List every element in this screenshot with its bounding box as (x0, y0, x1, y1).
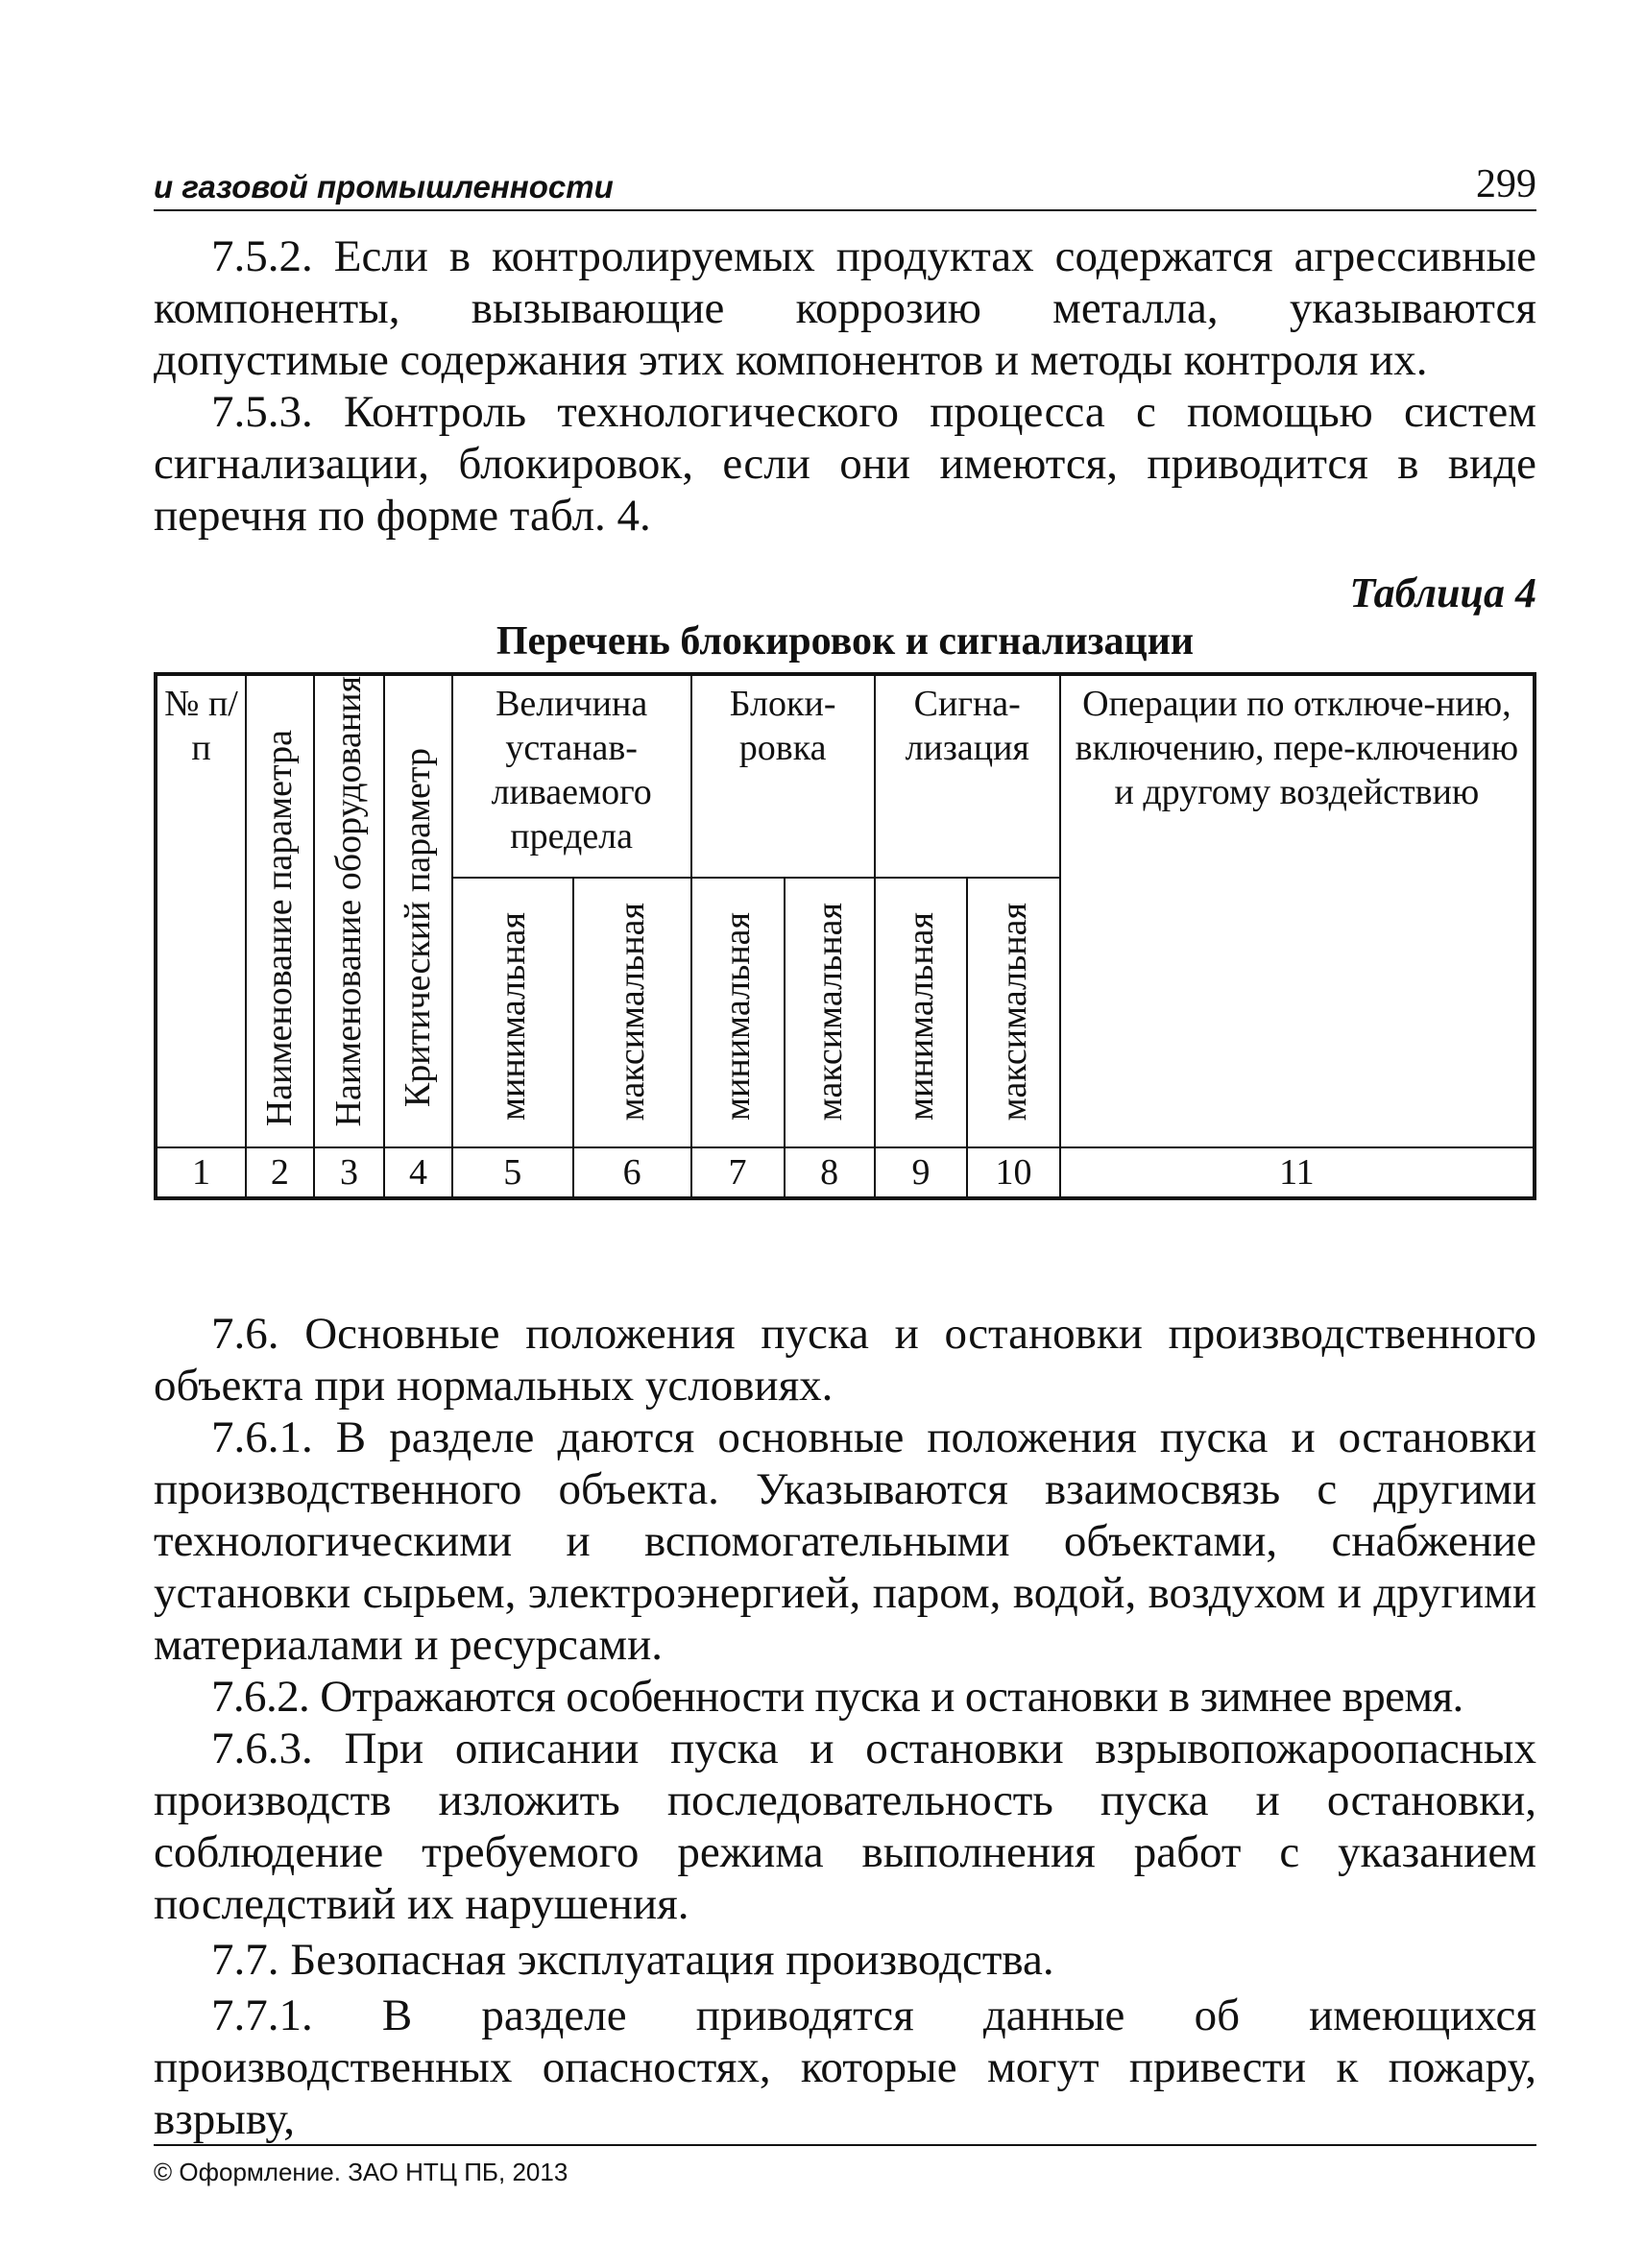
blocking-max-text: максимальная (809, 903, 850, 1122)
paragraph-7-6-2: 7.6.2. Отражаются особенности пуска и остановки в зимнее время. (211, 1672, 1463, 1722)
blocking-min-text: минимальная (717, 912, 759, 1122)
header-signalling: Сигна-лизация (875, 674, 1060, 878)
col-num-8: 8 (785, 1147, 875, 1198)
signal-min-text: минимальная (900, 912, 941, 1122)
running-title: и газовой промышленности (154, 169, 614, 205)
page-number: 299 (1476, 162, 1536, 206)
col-num-10: 10 (967, 1147, 1060, 1198)
header-blocking: Блоки-ровка (691, 674, 875, 878)
col-num-7: 7 (691, 1147, 785, 1198)
col-num-11: 11 (1060, 1147, 1535, 1198)
limit-max-text: максимальная (612, 903, 653, 1122)
blocking-signalling-table (154, 672, 1536, 1200)
header-critical-param-text: Критический параметр (398, 748, 439, 1108)
copyright-text: © Оформление. ЗАО НТЦ ПБ, 2013 (154, 2158, 568, 2186)
paragraph-7-5-3: 7.5.3. Контроль технологического процесса с помощью систем сигнализации, блокировок, если они имеются, приводится в виде перечня по форме табл. 4. (154, 387, 1536, 541)
col-num-5: 5 (452, 1147, 573, 1198)
header-blocking-max (785, 878, 875, 1148)
col-num-3: 3 (314, 1147, 385, 1198)
header-limit-max (573, 878, 691, 1148)
col-num-2: 2 (246, 1147, 314, 1198)
header-operations: Операции по отключе-нию, включению, пере-ключению и другому воздействию (1060, 674, 1535, 1147)
header-signal-max (967, 878, 1060, 1148)
signal-max-text: максимальная (993, 903, 1034, 1122)
body-text-bottom (154, 1308, 1536, 2145)
header-blocking-min (691, 878, 785, 1148)
paragraph-7-7-1: 7.7.1. В разделе приводятся данные об имеющихся производственных опасностях, которые могут привести к пожару, взрыву, (154, 1991, 1536, 2144)
table-label: Таблица 4 (1349, 569, 1536, 616)
header-limit-min (452, 878, 573, 1148)
paragraph-7-6-1: 7.6.1. В разделе даются основные положения пуска и остановки производственного объекта. Указываются взаимосвязь с другими технологическими и вспомогательными объектами, снабжение установки сырьем, электроэнергией, паром, водой, воздухом и другими материалами и ресурсами. (154, 1412, 1536, 1670)
page-header (154, 163, 1536, 211)
col-num-1: 1 (156, 1147, 246, 1198)
page-footer (154, 2144, 1536, 2187)
paragraph-7-6-3: 7.6.3. При описании пуска и остановки взрывопожароопасных производств изложить последовательность пуска и остановки, соблюдение требуемого режима выполнения работ с указанием последствий их нарушения. (154, 1724, 1536, 1929)
header-num: № п/п (156, 674, 246, 1147)
col-num-4: 4 (384, 1147, 452, 1198)
body-text-top (154, 230, 1536, 542)
header-signal-min (875, 878, 968, 1148)
paragraph-7-6: 7.6. Основные положения пуска и остановки производственного объекта при нормальных условиях. (154, 1309, 1536, 1411)
paragraph-7-5-2: 7.5.2. Если в контролируемых продуктах содержатся агрессивные компоненты, вызывающие коррозию металла, указываются допустимые содержания этих компонентов и методы контроля их. (154, 231, 1536, 385)
col-num-9: 9 (875, 1147, 968, 1198)
table-title: Перечень блокировок и сигнализации (496, 619, 1195, 664)
header-critical-param (384, 674, 452, 1147)
header-equipment-name (314, 674, 385, 1147)
limit-min-text: минимальная (492, 912, 533, 1122)
header-param-name-text: Наименование параметра (259, 730, 301, 1127)
col-num-6: 6 (573, 1147, 691, 1198)
header-param-name (246, 674, 314, 1147)
column-number-row (156, 1147, 1535, 1198)
header-equipment-name-text: Наименование оборудования (328, 676, 370, 1127)
header-limit-value: Величина устанав-ливаемого предела (452, 674, 691, 878)
paragraph-7-7: 7.7. Безопасная эксплуатация производства. (211, 1935, 1054, 1985)
